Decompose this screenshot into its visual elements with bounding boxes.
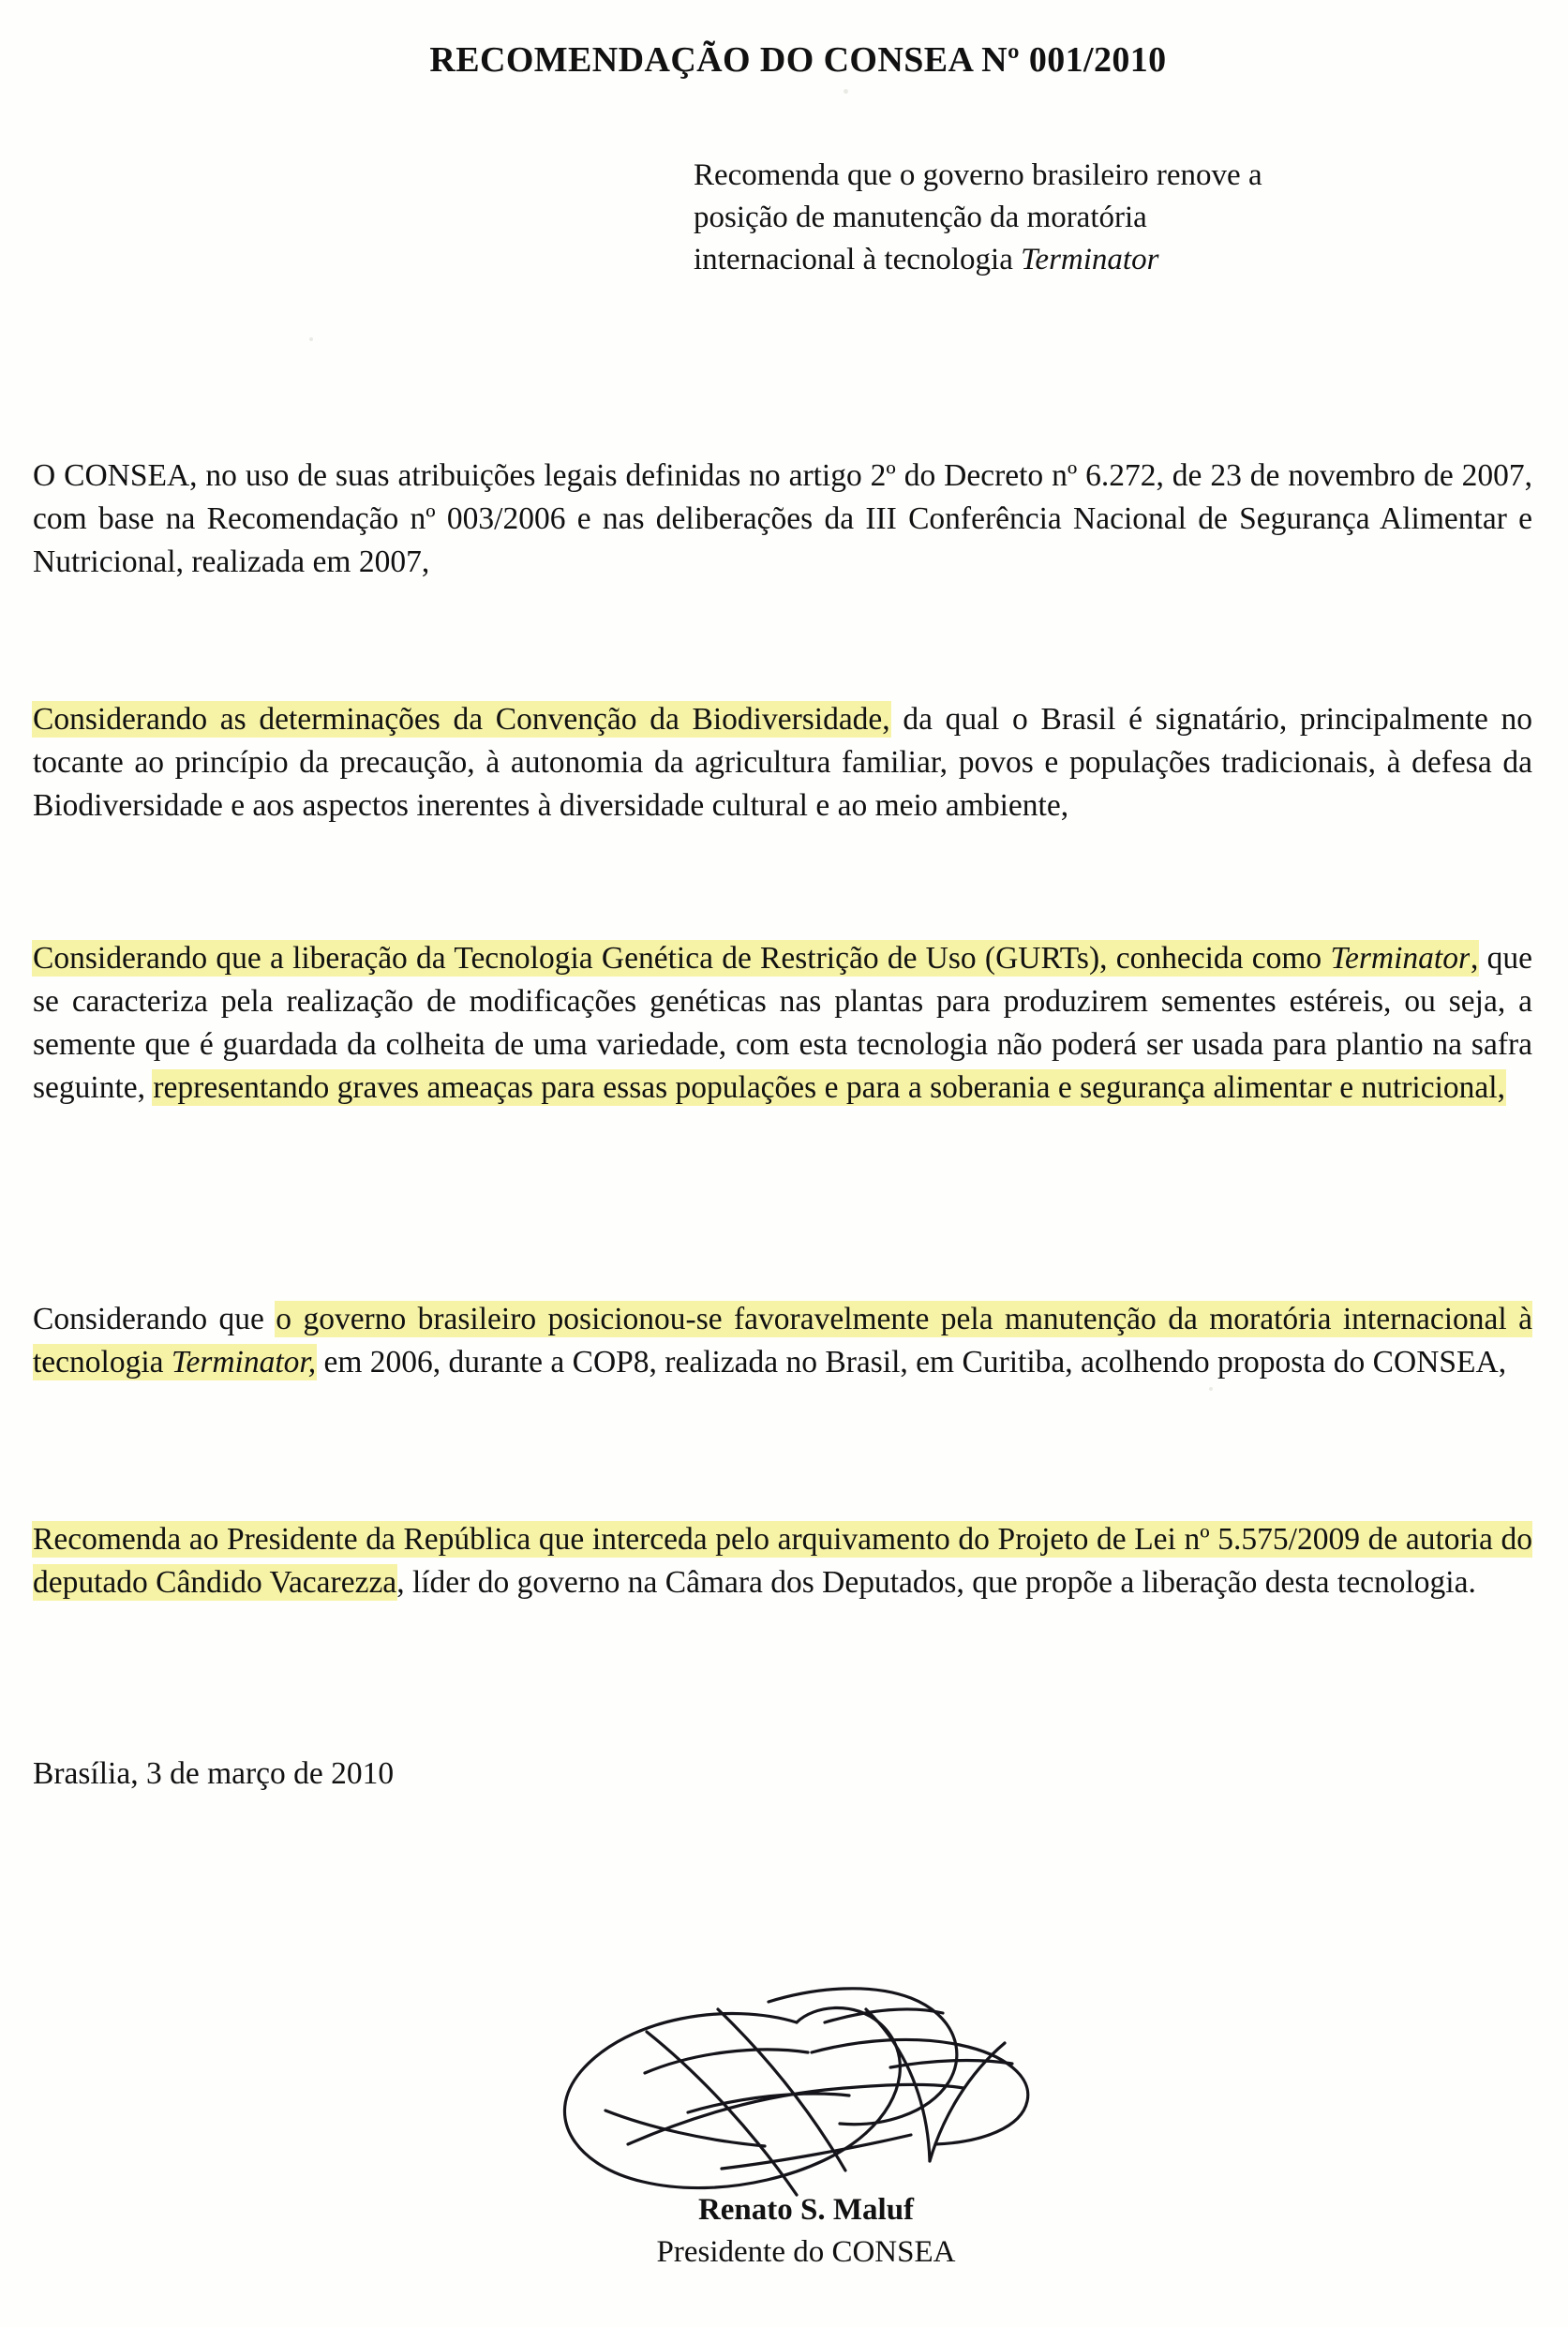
considerando-3-rest: em 2006, durante a COP8, realizada no Brasil, em Curitiba, acolhendo proposta do CONSEA, bbox=[316, 1344, 1507, 1380]
signature-block bbox=[487, 1912, 1125, 2305]
highlight-considerando-3-terminator-italic: Terminator, bbox=[171, 1344, 317, 1380]
epigraph-line-2: posição de manutenção da moratória bbox=[694, 200, 1147, 234]
highlight-terminator-italic: Terminator bbox=[1330, 941, 1471, 976]
scan-speck bbox=[844, 89, 848, 94]
highlight-considerando-2a: Considerando que a liberação da Tecnologia Genética de Restrição de Uso (GURTs), conhecida como bbox=[33, 941, 1331, 976]
paragraph-preamble bbox=[33, 455, 1532, 584]
highlight-considerando-2a-tail: , bbox=[1471, 941, 1479, 976]
considerando-3-lead: Considerando que bbox=[33, 1302, 276, 1336]
considerando-1-rest: da qual o Brasil é signatário, principalmente no tocante ao princípio da precaução, à autonomia da agricultura familiar, povos e populações tradicionais, à defesa da Biodiversidade e aos aspectos inerentes à diversidade cultural e ao meio ambiente, bbox=[33, 702, 1532, 823]
epigraph-line-3-prefix: internacional à tecnologia bbox=[694, 242, 1022, 276]
highlight-considerando-2b: representando graves ameaças para essas populações e para a soberania e segurança alimentar e nutricional, bbox=[153, 1069, 1505, 1105]
highlight-considerando-1: Considerando as determinações da Convenção da Biodiversidade, bbox=[33, 702, 890, 737]
signature-role: Presidente do CONSEA bbox=[656, 2235, 956, 2269]
epigraph-line-1: Recomenda que o governo brasileiro renove a bbox=[694, 158, 1262, 192]
scan-speck bbox=[309, 337, 313, 341]
highlight-recomenda: Recomenda ao Presidente da República que interceda pelo arquivamento do Projeto de Lei nº 5.575/2009 de autoria do deputado Cândido Vacarezza bbox=[33, 1522, 1532, 1600]
paragraph-considerando-1 bbox=[33, 698, 1532, 828]
paragraph-considerando-2 bbox=[33, 937, 1532, 1110]
considerando-2-middle: que se caracteriza pela realização de modificações genéticas nas plantas para produzirem sementes estéreis, ou seja, a semente que é guardada da colheita de uma variedade, com esta tecnologia não poderá ser usada para plantio na safra seguinte, bbox=[33, 941, 1532, 1105]
highlight-considerando-3: o governo brasileiro posicionou-se favoravelmente pela manutenção da moratória internacional à tecnologia bbox=[33, 1302, 1533, 1380]
signature-name: Renato S. Maluf bbox=[697, 2193, 915, 2227]
epigraph-block bbox=[694, 155, 1528, 281]
place-and-date bbox=[33, 1753, 1532, 1796]
epigraph-line-3 bbox=[694, 239, 1528, 281]
paragraph-recomenda bbox=[33, 1518, 1532, 1604]
place-date-text: Brasília, 3 de março de 2010 bbox=[33, 1756, 395, 1791]
paragraph-considerando-3 bbox=[33, 1298, 1532, 1384]
preamble-text: O CONSEA, no uso de suas atribuições legais definidas no artigo 2º do Decreto nº 6.272, de 23 de novembro de 2007, com base na Recomendação nº 003/2006 e nas deliberações da III Conferência Nacional de Segurança Alimentar e Nutricional, realizada em 2007, bbox=[33, 458, 1532, 579]
scan-speck bbox=[1209, 1387, 1213, 1391]
recomenda-rest: , líder do governo na Câmara dos Deputados, que propõe a liberação desta tecnologia. bbox=[396, 1564, 1476, 1600]
page-title: RECOMENDAÇÃO DO CONSEA Nº 001/2010 bbox=[429, 40, 1167, 80]
epigraph-terminator-italic: Terminator bbox=[1021, 242, 1159, 276]
